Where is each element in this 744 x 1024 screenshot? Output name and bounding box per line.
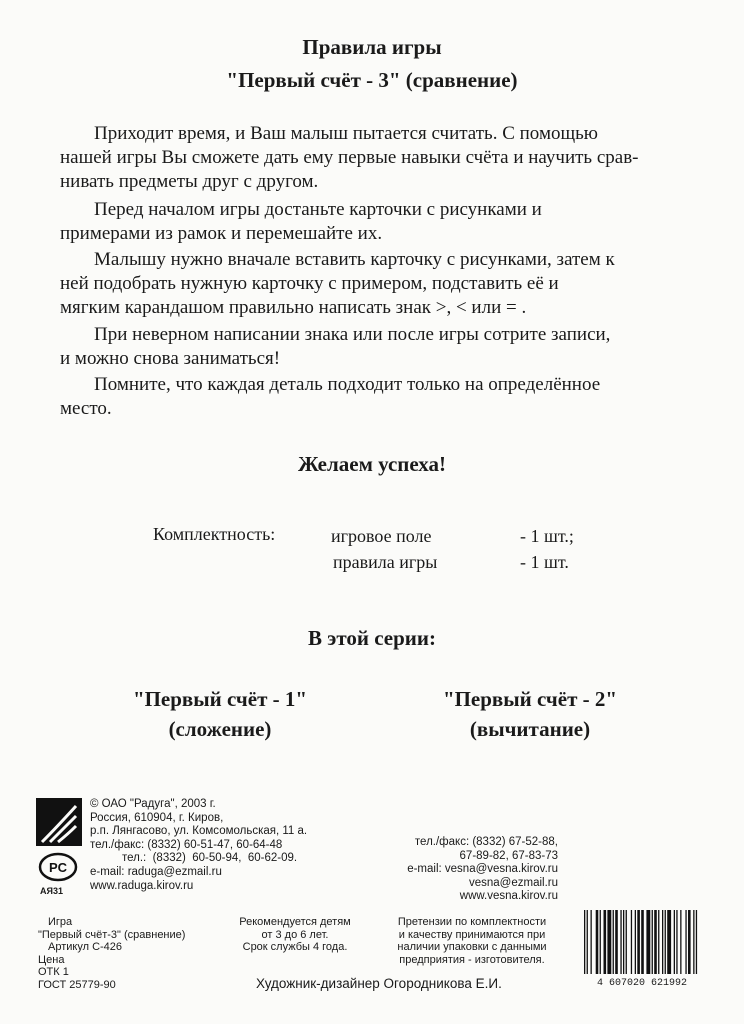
product-line: "Первый счёт-3" (сравнение) xyxy=(38,928,186,941)
barcode-bar xyxy=(667,910,671,974)
kit-item-name: правила игры xyxy=(333,552,438,572)
publisher-line: тел./факс: (8332) 60-51-47, 60-64-48 xyxy=(90,838,283,851)
barcode-bar xyxy=(654,910,657,974)
barcode-bar xyxy=(635,910,636,974)
rules-paragraph-3 xyxy=(60,248,696,320)
raduga-logo-icon xyxy=(36,798,82,846)
barcode-bar xyxy=(604,910,607,974)
barcode-bar xyxy=(613,910,614,974)
publisher-line: Россия, 610904, г. Киров, xyxy=(90,811,224,824)
publisher-line: р.п. Лянгасово, ул. Комсомольская, 11 а. xyxy=(90,825,308,838)
series-item-title: "Первый счёт - 2" xyxy=(442,687,618,711)
text-line: мягким карандашом правильно написать знак >, < или = . xyxy=(60,297,527,318)
distributor-line: тел./факс: (8332) 67-52-88, xyxy=(414,836,558,848)
barcode xyxy=(576,910,708,994)
text-line: и можно снова заниматься! xyxy=(60,348,281,369)
publisher-info xyxy=(90,798,307,893)
product-line: ГОСТ 25779-90 xyxy=(38,978,116,991)
barcode-bar xyxy=(591,910,592,974)
barcode-bar xyxy=(652,910,653,974)
barcode-bar xyxy=(641,910,644,974)
publisher-line: e-mail: raduga@ezmail.ru xyxy=(90,865,222,878)
barcode-icon xyxy=(582,910,706,976)
distributor-info xyxy=(407,836,558,904)
kit-label: Комплектность: xyxy=(153,524,276,544)
barcode-bar xyxy=(662,910,663,974)
barcode-bar xyxy=(615,910,618,974)
text-line: место. xyxy=(60,398,112,419)
barcode-bar xyxy=(620,910,621,974)
rules-title: Правила игры xyxy=(302,35,442,59)
distributor-line: e-mail: vesna@vesna.kirov.ru xyxy=(407,863,558,876)
svg-text:PC: PC xyxy=(48,860,68,875)
series-item-subtitle: (сложение) xyxy=(168,717,272,741)
barcode-bar xyxy=(693,910,694,974)
barcode-bar xyxy=(626,910,627,974)
barcode-bar xyxy=(631,910,632,974)
series-item-2 xyxy=(410,684,650,744)
claims-note-line: и качеству принимаются при xyxy=(398,928,546,941)
game-title: "Первый счёт - 3" (сравнение) xyxy=(226,68,518,92)
age-note xyxy=(230,916,360,954)
claims-note-line: Претензии по комплектности xyxy=(397,916,547,928)
series-item-subtitle: (вычитание) xyxy=(469,717,591,741)
text-line: Малышу нужно вначале вставить карточку с рисунками, затем к xyxy=(94,249,615,270)
rules-paragraph-2 xyxy=(60,198,696,246)
text-line: Перед началом игры достаньте карточки с рисунками и xyxy=(94,199,542,220)
series-item-1 xyxy=(100,684,340,744)
claims-note-line: предприятия - изготовителя. xyxy=(399,953,545,966)
text-line: При неверном написании знака или после игры сотрите записи, xyxy=(94,324,611,345)
barcode-bar xyxy=(685,910,686,974)
rst-certification-icon xyxy=(38,852,78,882)
barcode-bar xyxy=(637,910,640,974)
barcode-bar xyxy=(584,910,585,974)
barcode-bar xyxy=(607,910,611,974)
claims-note xyxy=(382,916,562,966)
barcode-bar xyxy=(600,910,601,974)
text-line: Приходит время, и Ваш малыш пытается считать. С помощью xyxy=(94,123,598,144)
barcode-bar xyxy=(680,910,681,974)
publisher-line: © ОАО "Радуга", 2003 г. xyxy=(90,798,216,810)
text-line: нивать предметы друг с другом. xyxy=(60,171,319,192)
wish-heading: Желаем успеха! xyxy=(297,452,447,476)
kit-item-qty: - 1 шт.; xyxy=(520,526,574,546)
rules-paragraph-1 xyxy=(60,122,696,194)
barcode-bar xyxy=(596,910,599,974)
kit-item-name: игровое поле xyxy=(331,526,432,546)
cert-mark-code: АЯ31 xyxy=(40,886,63,896)
barcode-number: 4 607020 621992 xyxy=(596,978,687,989)
kit-item-qty: - 1 шт. xyxy=(520,552,569,572)
text-line: нашей игры Вы сможете дать ему первые навыки счёта и научить срав- xyxy=(60,147,639,168)
age-note-line: от 3 до 6 лет. xyxy=(261,928,329,941)
publisher-line: www.raduga.kirov.ru xyxy=(90,879,194,892)
rules-paragraph-5 xyxy=(60,373,696,421)
series-heading: В этой серии: xyxy=(308,626,436,650)
barcode-bar xyxy=(623,910,624,974)
product-line: Игра xyxy=(48,916,73,928)
text-line: ней подобрать нужную карточку с примером, подставить её и xyxy=(60,273,559,294)
age-note-line: Срок службы 4 года. xyxy=(242,941,348,953)
barcode-bar xyxy=(658,910,659,974)
text-line: Помните, что каждая деталь подходит только на определённое xyxy=(94,374,601,395)
barcode-bar xyxy=(688,910,691,974)
product-info xyxy=(38,916,185,991)
rules-paragraph-4 xyxy=(60,323,696,371)
distributor-line: vesna@ezmail.ru xyxy=(468,876,558,889)
barcode-bar xyxy=(676,910,677,974)
claims-note-line: наличии упаковки с данными xyxy=(397,941,547,953)
series-item-title: "Первый счёт - 1" xyxy=(132,687,308,711)
barcode-bar xyxy=(696,910,697,974)
distributor-line: www.vesna.kirov.ru xyxy=(459,890,558,903)
barcode-bar xyxy=(646,910,650,974)
distributor-line: 67-89-82, 67-83-73 xyxy=(459,849,558,862)
barcode-bar xyxy=(587,910,588,974)
age-note-line: Рекомендуется детям xyxy=(239,916,351,928)
product-line: ОТК 1 xyxy=(38,966,69,978)
designer-credit: Художник-дизайнер Огородникова Е.И. xyxy=(256,976,502,991)
barcode-bar xyxy=(674,910,675,974)
text-line: примерами из рамок и перемешайте их. xyxy=(60,223,383,244)
publisher-line: тел.: (8332) 60-50-94, 60-62-09. xyxy=(90,852,298,865)
product-line: Артикул С-426 xyxy=(48,941,123,953)
product-line: Цена xyxy=(38,953,65,966)
barcode-bar xyxy=(665,910,666,974)
